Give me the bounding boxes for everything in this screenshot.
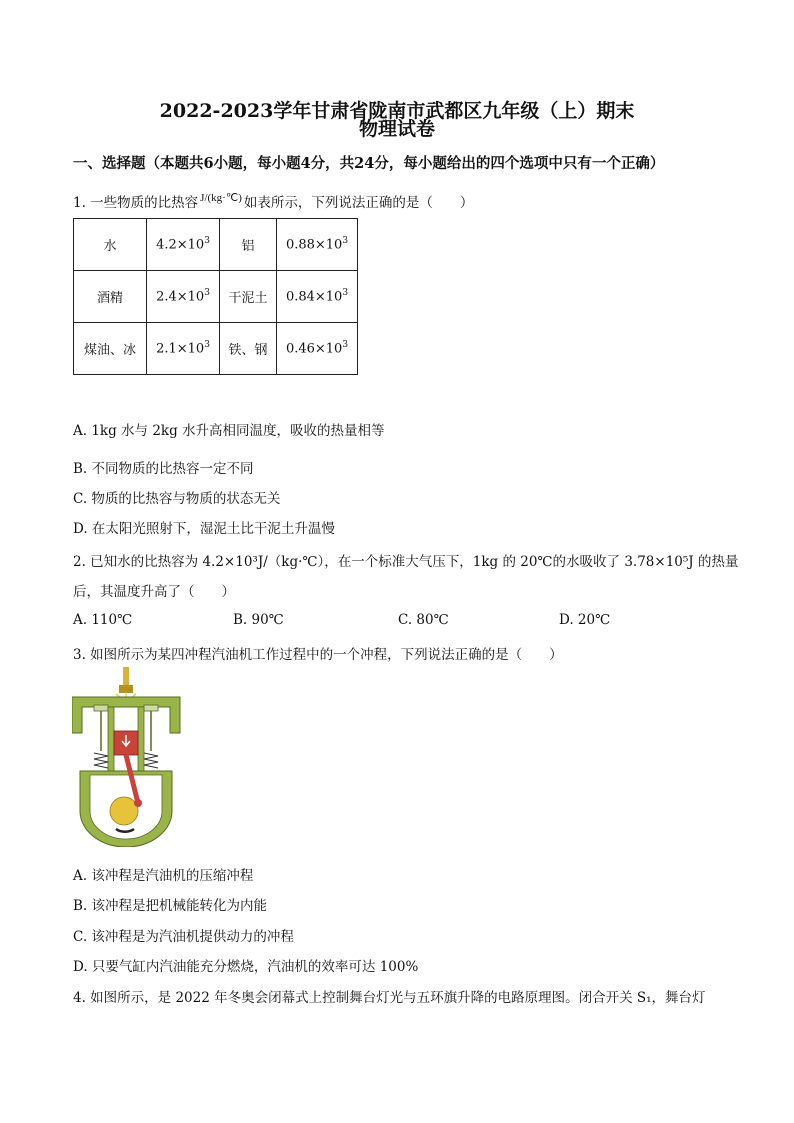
engine-diagram [72, 667, 190, 847]
q4-stem: 4. 如图所示，是 2022 年冬奥会闭幕式上控制舞台灯光与五环旗升降的电路原理图。闭合开关 S₁，舞台灯 [73, 990, 706, 1006]
table-cell: $0.88\times 10^3$ [277, 219, 358, 271]
section-heading: 一、选择题（本题共6小题，每小题4分，共24分，每小题给出的四个选项中只有一个正确） [73, 155, 665, 172]
q1-option-a: A. 1kg 水与 2kg 水升高相同温度，吸收的热量相等 [73, 423, 385, 439]
table-cell: $0.46\times 10^3$ [277, 323, 358, 375]
q3-option-a: A. 该冲程是汽油机的压缩冲程 [73, 868, 254, 884]
q2-stem-line2: 后，其温度升高了（ ） [73, 584, 235, 600]
q1-option-b: B. 不同物质的比热容一定不同 [73, 461, 254, 477]
q2-option-d: D. 20℃ [559, 612, 611, 628]
table-row [74, 219, 358, 271]
table-cell: $2.1\times 10^3$ [147, 323, 220, 375]
exam-subtitle: 物理试卷 [358, 118, 435, 140]
valve-spring [94, 753, 108, 768]
table-row [74, 271, 358, 323]
cylinder-head [72, 697, 180, 733]
q3-option-d: D. 只要气缸内汽油能充分燃烧，汽油机的效率可达 100% [73, 959, 419, 975]
q1-stem-post: 如表所示，下列说法正确的是（ ） [243, 195, 474, 211]
table-cell: 水 [74, 219, 147, 271]
q2-option-a: A. 110℃ [73, 612, 133, 628]
table-cell: $4.2\times 10^3$ [147, 219, 220, 271]
table-cell: 干泥土 [220, 271, 277, 323]
q3-option-c: C. 该冲程是为汽油机提供动力的冲程 [73, 929, 294, 945]
table-cell: $0.84\times 10^3$ [277, 271, 358, 323]
table-cell: 铝 [220, 219, 277, 271]
q3-option-b: B. 该冲程是把机械能转化为内能 [73, 898, 268, 914]
q2-stem-line1: 2. 已知水的比热容为 4.2×10³J/（kg·℃），在一个标准大气压下，1kg 的 20℃的水吸收了 3.78×10⁵J 的热量 [73, 554, 739, 570]
table-cell: 铁、钢 [220, 323, 277, 375]
intake-valve [94, 705, 108, 711]
q2-option-c: C. 80℃ [398, 612, 449, 628]
specific-heat-table [73, 218, 358, 375]
q1-stem [73, 191, 473, 211]
exhaust-valve [144, 705, 158, 711]
q1-option-d: D. 在太阳光照射下，湿泥土比干泥土升温慢 [73, 521, 335, 537]
table-cell: $2.4\times 10^3$ [147, 271, 220, 323]
valve-spring [144, 753, 158, 768]
q1-stem-pre: 1. 一些物质的比热容 [73, 195, 199, 211]
table-cell: 煤油、冰 [74, 323, 147, 375]
table-row [74, 323, 358, 375]
q2-option-b: B. 90℃ [233, 612, 284, 628]
exam-title: 2022-2023学年甘肃省陇南市武都区九年级（上）期末 [159, 100, 635, 122]
table-cell: 酒精 [74, 271, 147, 323]
crankshaft [110, 797, 138, 825]
q1-option-c: C. 物质的比热容与物质的状态无关 [73, 491, 281, 507]
q1-unit: J/(kg·℃) [200, 192, 242, 204]
q3-stem: 3. 如图所示为某四冲程汽油机工作过程中的一个冲程，下列说法正确的是（ ） [73, 647, 563, 663]
